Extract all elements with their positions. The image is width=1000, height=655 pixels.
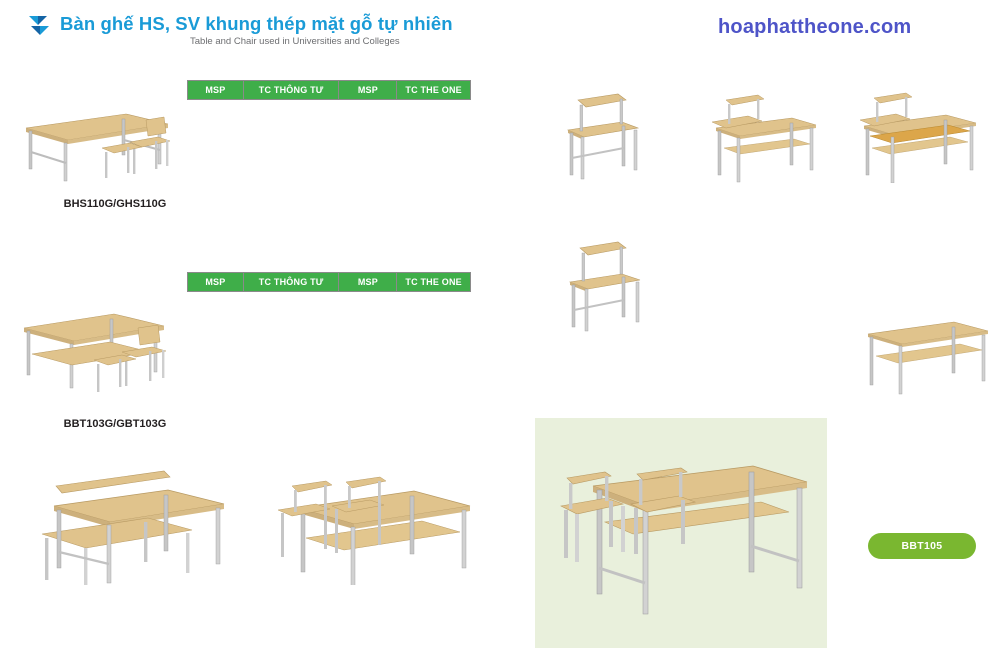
bbt105-photo-panel (535, 418, 827, 648)
th-msp-4: MSP (339, 273, 397, 292)
photo-gbt105 (556, 230, 666, 335)
spec-table-bbt103g (187, 272, 471, 292)
th-tc-theone-1: TC THE ONE (397, 81, 471, 100)
th-msp-3: MSP (188, 273, 244, 292)
th-msp-2: MSP (339, 81, 397, 100)
bbt105-badge[interactable]: BBT105 (868, 533, 976, 559)
th-tc-thongtu-1: TC THÔNG TƯ (243, 81, 339, 100)
th-msp-1: MSP (188, 81, 244, 100)
photo-bhs110g (18, 90, 178, 190)
caption-bhs110g: BHS110G/GHS110G (63, 198, 167, 210)
page-title: Bàn ghế HS, SV khung thép mặt gỗ tự nhiên (60, 13, 453, 34)
photo-bhs112 (272, 460, 487, 585)
th-tc-theone-2: TC THE ONE (397, 273, 471, 292)
page-subtitle: Table and Chair used in Universities and Colleges (190, 36, 400, 47)
photo-bhs115 (700, 78, 830, 183)
photo-bhs111 (30, 460, 240, 585)
spec-table-bhs110g (187, 80, 471, 100)
pinwheel-logo-icon (27, 14, 51, 38)
photo-bbt103g (18, 288, 183, 403)
photo-bbt104 (858, 292, 998, 397)
photo-ghs112 (556, 78, 676, 183)
page-header (0, 0, 1000, 58)
caption-bbt103g: BBT103G/GBT103G (63, 418, 167, 430)
th-tc-thongtu-2: TC THÔNG TƯ (243, 273, 339, 292)
table-header-row (188, 81, 471, 100)
site-url[interactable]: hoaphattheone.com (718, 16, 912, 38)
table-header-row (188, 273, 471, 292)
photo-bhs116 (850, 78, 990, 183)
